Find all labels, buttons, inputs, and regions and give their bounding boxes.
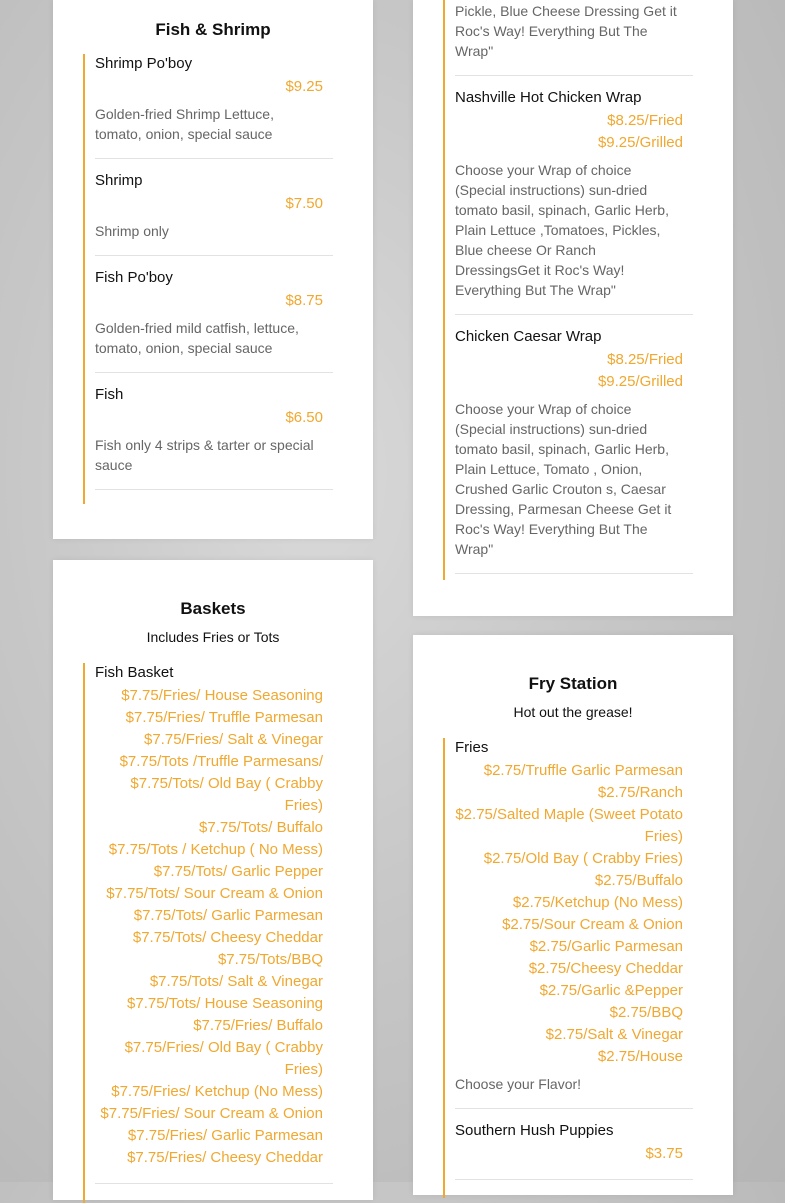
item-price: $8.25/Fried $9.25/Grilled [597,351,683,390]
fish-shrimp-card [53,0,373,539]
menu-item [455,738,693,1109]
item-price: $3.75 [645,1145,683,1162]
fry-menu-list [443,738,693,1198]
item-name: Chicken Caesar Wrap [455,328,602,345]
item-description: Fish only 4 strips & tarter or special sauce [95,437,314,473]
baskets-menu-list [83,663,333,1203]
baskets-card [53,560,373,1200]
item-description: Golden-fried mild catfish, lettuce, tomato, onion, special sauce [95,320,299,356]
item-name: Fish Basket [95,664,174,681]
item-name: Shrimp Po'boy [95,55,193,72]
card-subtitle: Hot out the grease! [513,704,633,720]
item-name: Southern Hush Puppies [455,1122,614,1139]
item-name: Fish [95,386,124,403]
fish-menu-list [83,54,333,504]
card-title: Baskets [180,599,246,618]
menu-item [455,88,693,315]
item-price: $8.75 [285,292,323,309]
item-description: Choose your Wrap of choice (Special instructions) sun-dried tomato basil, spinach, Garlic Herb, Plain Lettuce, Tomato , Onion, Crushed Garlic Crouton s, Caesar Dressing, Parmesan Cheese Get it Roc's Way! Everything But The Wrap" [455,401,672,557]
item-price: $2.75/Truffle Garlic Parmesan $2.75/Ranch $2.75/Salted Maple (Sweet Potato Fries) $2.75/Old Bay ( Crabby Fries) $2.75/Buffalo $2.75/Ketchup (No Mess) $2.75/Sour Cream & Onion $2.75/Garlic Parmesan $2.75/Cheesy Cheddar $2.75/Garlic &Pepper $2.75/BBQ $2.75/Salt & Vinegar $2.75/House [455,762,683,1065]
item-price: $6.50 [285,409,323,426]
menu-item [95,268,333,373]
item-description: Shrimp only [95,223,169,239]
item-name: Nashville Hot Chicken Wrap [455,89,642,106]
item-name: Fries [455,739,489,756]
item-price: $9.25 [285,78,323,95]
menu-item [95,385,333,490]
item-price: $7.50 [285,195,323,212]
wraps-menu-list [443,0,693,580]
menu-item [95,54,333,159]
fry-station-card [413,635,733,1195]
item-name: Shrimp [95,172,143,189]
menu-item [455,1,693,76]
menu-item [455,327,693,574]
item-price: $8.25/Fried $9.25/Grilled [597,112,683,151]
card-title: Fish & Shrimp [155,20,271,39]
item-description: Choose your Flavor! [455,1076,582,1092]
item-description: Choose your Wrap of choice (Special instructions) sun-dried tomato basil, spinach, Garlic Herb, Plain Lettuce ,Tomatoes, Pickles, Blue cheese Or Ranch DressingsGet it Roc's Way! Everything But The Wrap" [455,162,669,298]
card-subtitle: Includes Fries or Tots [146,629,280,645]
menu-item [95,663,333,1184]
menu-item [455,1121,693,1180]
item-description: Pickle, Blue Cheese Dressing Get it Roc's Way! Everything But The Wrap" [455,3,677,59]
item-description: Golden-fried Shrimp Lettuce, tomato, onion, special sauce [95,106,274,142]
card-title: Fry Station [528,674,618,693]
menu-item [95,171,333,256]
item-name: Fish Po'boy [95,269,173,286]
wraps-card [413,0,733,616]
item-price: $7.75/Fries/ House Seasoning $7.75/Fries/ Truffle Parmesan $7.75/Fries/ Salt & Vinegar $7.75/Tots /Truffle Parmesans/ $7.75/Tots/ Old Bay ( Crabby Fries) $7.75/Tots/ Buffalo $7.75/Tots / Ketchup ( No Mess) $7.75/Tots/ Garlic Pepper $7.75/Tots/ Sour Cream & Onion $7.75/Tots/ Garlic Parmesan $7.75/Tots/ Cheesy Cheddar $7.75/Tots/BBQ $7.75/Tots/ Salt & Vinegar $7.75/Tots/ House Seasoning $7.75/Fries/ Buffalo $7.75/Fries/ Old Bay ( Crabby Fries) $7.75/Fries/ Ketchup (No Mess) $7.75/Fries/ Sour Cream & Onion $7.75/Fries/ Garlic Parmesan $7.75/Fries/ Cheesy Cheddar [100,687,323,1166]
